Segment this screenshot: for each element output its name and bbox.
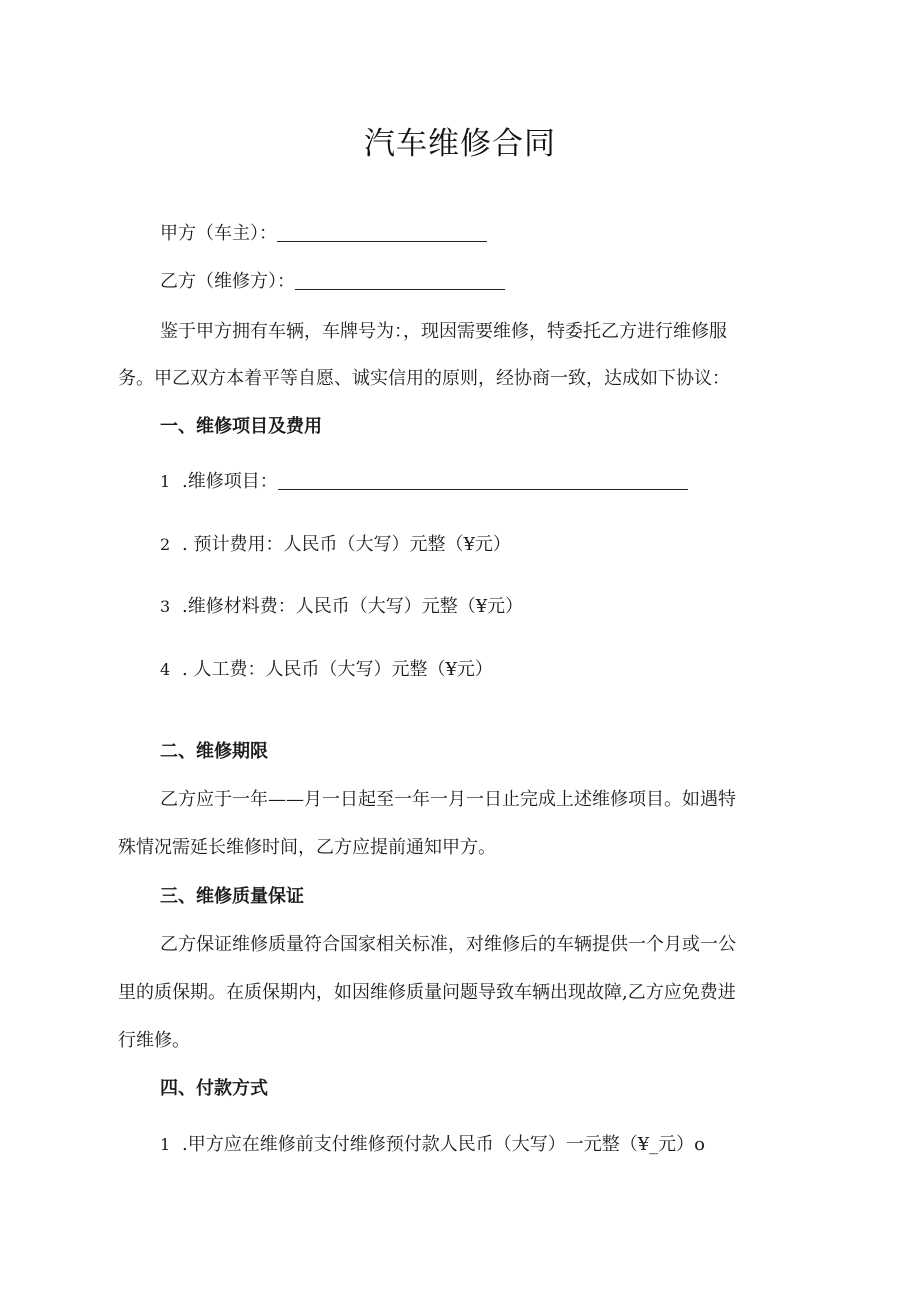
item-4-1 — [160, 1133, 705, 1157]
party-b-line — [160, 270, 505, 294]
page-title: 汽车维修合同 — [364, 126, 556, 162]
item-text: .维修项目： — [182, 471, 278, 492]
section-2-line-2: 殊情况需延长维修时间，乙方应提前通知甲方。 — [118, 837, 496, 858]
preamble-line-2: 务。甲乙双方本着平等自愿、诚实信用的原则，经协商一致，达成如下协议： — [118, 368, 730, 389]
section-3-line-1: 乙方保证维修质量符合国家相关标准，对维修后的车辆提供一个月或一公 — [160, 934, 736, 955]
party-b-blank — [295, 271, 505, 290]
item-1-2 — [160, 533, 511, 557]
item-text: .维修材料费：人民币（大写）元整（¥元） — [182, 596, 524, 617]
item-text: . 人工费：人民币（大写）元整（¥元） — [182, 659, 493, 680]
party-a-blank — [277, 223, 487, 242]
section-2-heading: 二、维修期限 — [160, 741, 268, 762]
preamble-line-1: 鉴于甲方拥有车辆，车牌号为：，现因需要维修，特委托乙方进行维修服 — [160, 321, 727, 342]
party-b-label: 乙方（维修方）： — [160, 271, 295, 292]
item-1-4 — [160, 658, 493, 682]
party-a-line — [160, 222, 487, 246]
item-number: 1 — [160, 472, 171, 491]
item-number: 3 — [160, 597, 171, 616]
section-3-line-3: 行维修。 — [118, 1030, 190, 1051]
section-2-line-1: 乙方应于一年——月一日起至一年一月一日止完成上述维修项目。如遇特 — [160, 789, 736, 810]
section-1-heading: 一、维修项目及费用 — [160, 416, 322, 437]
section-3-heading: 三、维修质量保证 — [160, 886, 304, 907]
item-1-3 — [160, 595, 523, 619]
section-4-heading: 四、付款方式 — [160, 1078, 268, 1099]
item-number: 1 — [160, 1135, 171, 1154]
section-3-line-2: 里的质保期。在质保期内，如因维修质量问题导致车辆出现故障,乙方应免费进 — [118, 982, 736, 1003]
item-text: .甲方应在维修前支付维修预付款人民币（大写）一元整（¥_元）o — [182, 1134, 706, 1155]
repair-items-blank — [278, 471, 688, 490]
item-number: 4 — [160, 660, 171, 679]
party-a-label: 甲方（车主）： — [160, 223, 277, 244]
item-text: . 预计费用：人民币（大写）元整（¥元） — [182, 534, 511, 555]
item-1-1 — [160, 470, 688, 494]
item-number: 2 — [160, 535, 171, 554]
